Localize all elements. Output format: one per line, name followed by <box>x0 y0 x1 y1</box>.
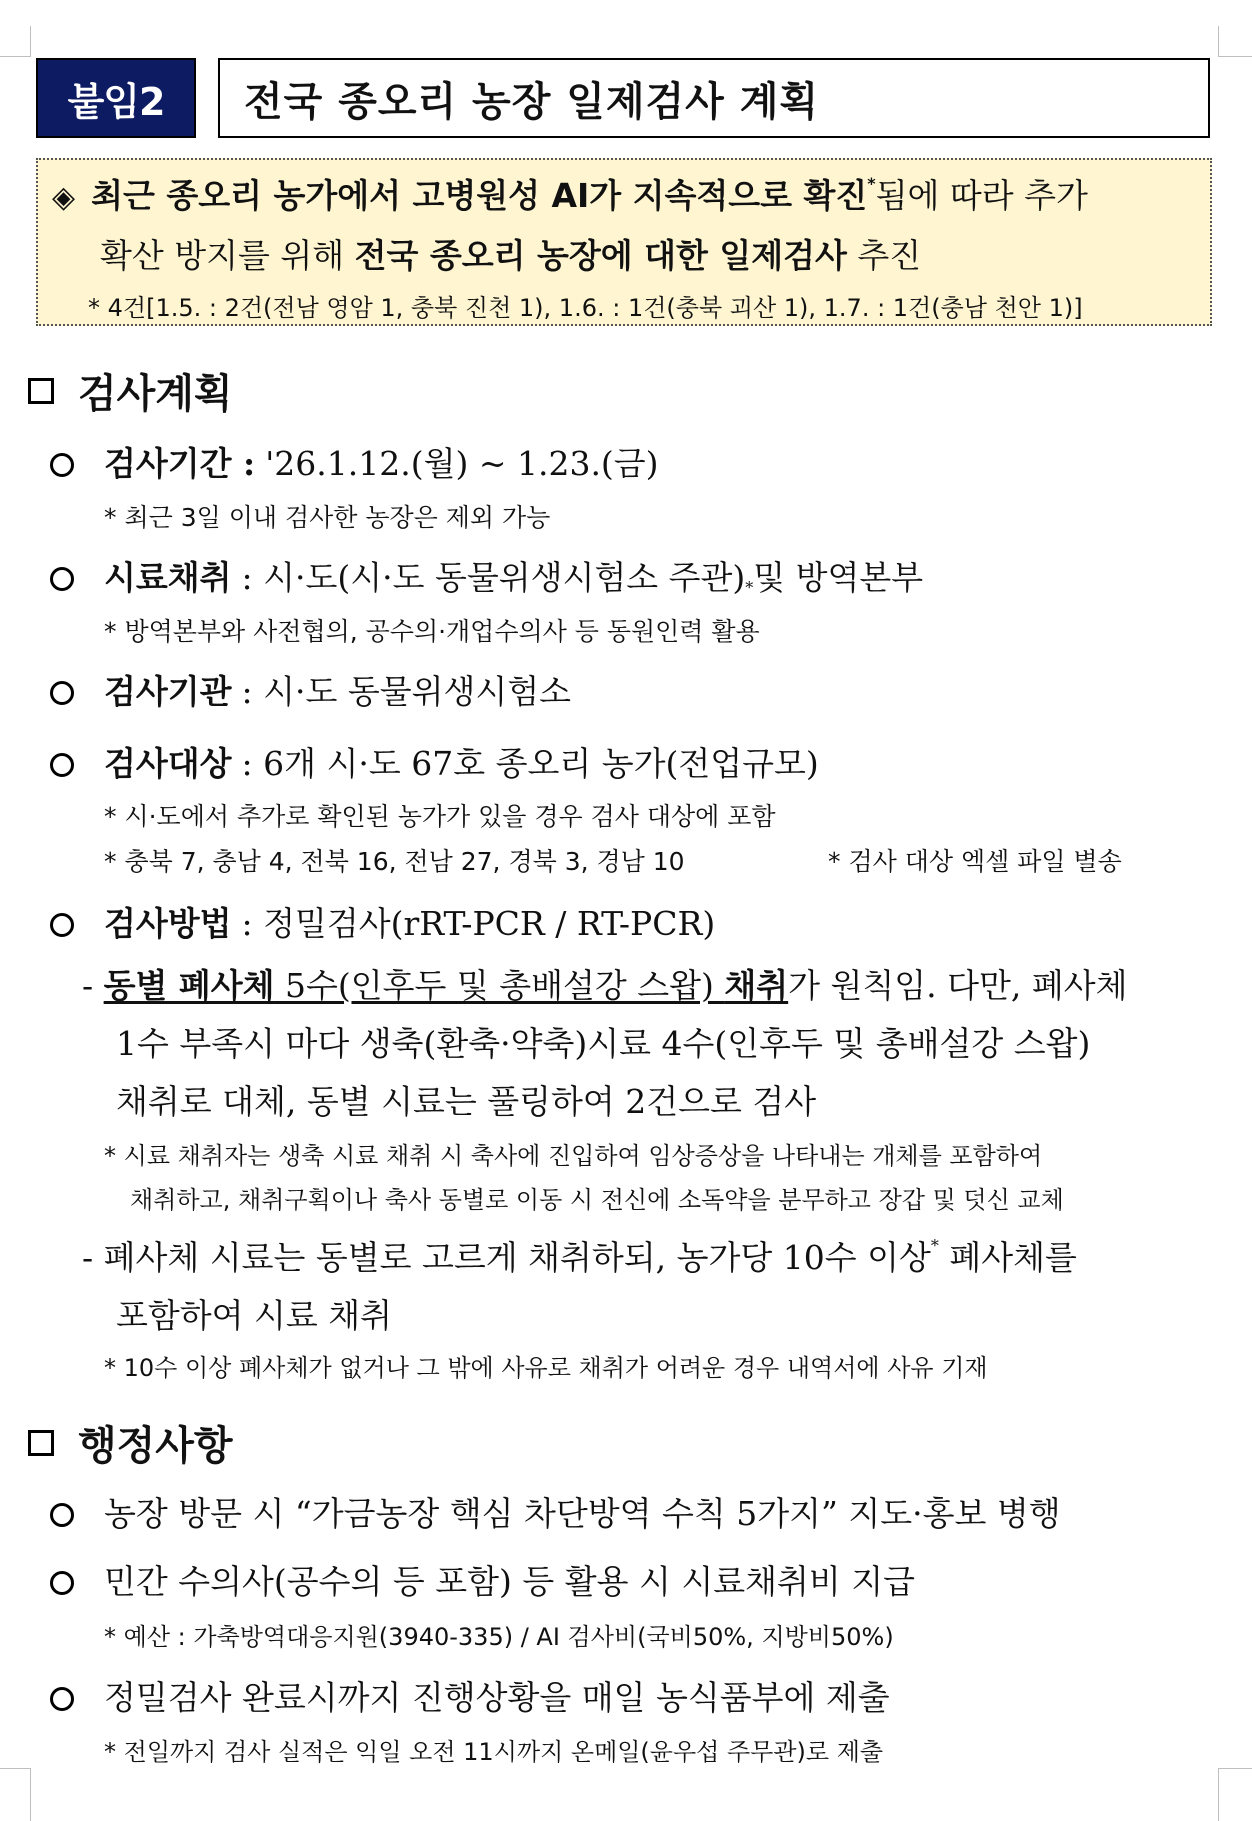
dash1-rest: 가 원칙임. 다만, 폐사체 <box>788 966 1128 1005</box>
footnote-mark: * <box>745 578 754 597</box>
circle-bullet-icon <box>50 567 74 591</box>
item-target <box>50 738 819 785</box>
admin-item-1 <box>50 1488 1061 1535</box>
circle-bullet-icon <box>50 681 74 705</box>
summary-line2-end: 추진 <box>846 236 922 275</box>
method-dash-1-line-3: 채취로 대체, 동별 시료는 풀링하여 2건으로 검사 <box>116 1082 817 1121</box>
item-value: : 시·도 동물위생시험소 <box>241 672 572 711</box>
dash2-end: 폐사체를 <box>938 1238 1077 1277</box>
item-text: 정밀검사 완료시까지 진행상황을 매일 농식품부에 제출 <box>104 1678 890 1717</box>
item-value: : 정밀검사(rRT-PCR / RT-PCR) <box>241 904 716 943</box>
summary-line2-bold: 전국 종오리 농장에 대한 일제검사 <box>354 236 847 275</box>
section-title: 행정사항 <box>78 1423 233 1469</box>
period-note: * 최근 3일 이내 검사한 농장은 제외 가능 <box>104 503 551 532</box>
dash1-underlined <box>104 966 789 1005</box>
dash-mark: - <box>82 1238 104 1277</box>
item-text: 농장 방문 시 “가금농장 핵심 차단방역 수칙 5가지” 지도·홍보 병행 <box>104 1494 1061 1533</box>
checkbox-square-icon <box>28 1430 54 1456</box>
crop-mark-top-right <box>1218 26 1252 57</box>
dash1-note-2: 채취하고, 채취구획이나 축사 동별로 이동 시 전신에 소독약을 분무하고 장갑 및 덧신 교체 <box>130 1186 1064 1214</box>
dash2-footnote-mark: * <box>930 1236 939 1255</box>
method-dash-1 <box>82 960 1128 1007</box>
item-sampling <box>50 552 923 599</box>
diamond-bullet-icon: ◈ <box>52 180 76 215</box>
dash1-bold-a: 동별 폐사체 <box>103 966 275 1005</box>
crop-mark-bottom-right <box>1218 1768 1252 1821</box>
summary-footnote: * 4건[1.5. : 2건(전남 영암 1, 충북 진천 1), 1.6. : 1건(충북 괴산 1), 1.7. : 1건(충남 천안 1)] <box>88 294 1083 322</box>
item-label: 시료채취 <box>104 558 232 597</box>
section-title: 검사계획 <box>78 371 233 417</box>
circle-bullet-icon <box>50 1687 74 1711</box>
target-note-3: * 검사 대상 엑셀 파일 별송 <box>828 847 1122 876</box>
target-note-2: * 충북 7, 충남 4, 전북 16, 전남 27, 경북 3, 경남 10 <box>104 847 685 876</box>
document-title-text: 전국 종오리 농장 일제검사 계획 <box>244 78 820 125</box>
crop-mark-top-left <box>0 26 31 57</box>
circle-bullet-icon <box>50 1503 74 1527</box>
item-value-end: 및 방역본부 <box>753 558 924 597</box>
admin-item-2-note: * 예산 : 가축방역대응지원(3940-335) / AI 검사비(국비50%, 지방비50%) <box>104 1623 894 1651</box>
admin-item-3-note: * 전일까지 검사 실적은 익일 오전 11시까지 온메일(윤우섭 주무관)로 제출 <box>104 1738 884 1766</box>
summary-line2-start: 확산 방지를 위해 <box>100 236 355 275</box>
crop-mark-bottom-left <box>0 1768 31 1821</box>
method-dash-1-line-2: 1수 부족시 마다 생축(환축·약축)시료 4수(인후두 및 총배설강 스왑) <box>116 1024 1091 1063</box>
dash1-bold-b: 채취 <box>724 966 789 1005</box>
admin-item-2 <box>50 1556 915 1603</box>
item-value: : 6개 시·도 67호 종오리 농가(전업규모) <box>241 744 819 783</box>
dash1-mid: 5수(인후두 및 총배설강 스왑) <box>274 966 725 1005</box>
summary-box <box>36 158 1212 326</box>
sampling-note: * 방역본부와 사전협의, 공수의·개업수의사 등 동원인력 활용 <box>104 617 760 646</box>
target-note-1: * 시·도에서 추가로 확인된 농가가 있을 경우 검사 대상에 포함 <box>104 802 776 831</box>
attachment-badge: 붙임2 <box>36 58 196 138</box>
item-label: 검사기관 <box>104 672 232 711</box>
document-title <box>218 58 1210 138</box>
dash-mark: - <box>82 966 104 1005</box>
dash2-note: * 10수 이상 폐사체가 없거나 그 밖에 사유로 채취가 어려운 경우 내역서에 사유 기재 <box>104 1354 988 1382</box>
circle-bullet-icon <box>50 453 74 477</box>
section-administrative <box>28 1414 233 1471</box>
section-inspection-plan <box>28 362 233 419</box>
item-label: 검사기간 : <box>104 444 256 483</box>
summary-line-1 <box>52 170 1088 217</box>
summary-bold-text: 최근 종오리 농가에서 고병원성 AI가 지속적으로 확진 <box>91 176 868 215</box>
item-label: 검사대상 <box>104 744 232 783</box>
summary-footnote-mark: * <box>867 174 876 193</box>
method-dash-2 <box>82 1232 1077 1279</box>
dash2-start: 폐사체 시료는 동별로 고르게 채취하되, 농가당 10수 이상 <box>103 1238 931 1277</box>
method-dash-2-line-2: 포함하여 시료 채취 <box>116 1296 393 1335</box>
item-label: 검사방법 <box>104 904 232 943</box>
circle-bullet-icon <box>50 913 74 937</box>
item-text: 민간 수의사(공수의 등 포함) 등 활용 시 시료채취비 지급 <box>104 1562 915 1601</box>
item-value: : 시·도(시·도 동물위생시험소 주관) <box>241 558 746 597</box>
item-method <box>50 898 715 945</box>
summary-line-2 <box>100 230 921 277</box>
item-value: '26.1.12.(월) ~ 1.23.(금) <box>265 444 659 483</box>
admin-item-3 <box>50 1672 890 1719</box>
summary-line1-rest: 됨에 따라 추가 <box>875 176 1088 215</box>
item-period <box>50 438 659 485</box>
dash1-note-1: * 시료 채취자는 생축 시료 채취 시 축사에 진입하여 임상증상을 나타내는 개체를 포함하여 <box>104 1142 1043 1170</box>
checkbox-square-icon <box>28 378 54 404</box>
item-agency <box>50 666 571 713</box>
circle-bullet-icon <box>50 1571 74 1595</box>
circle-bullet-icon <box>50 753 74 777</box>
